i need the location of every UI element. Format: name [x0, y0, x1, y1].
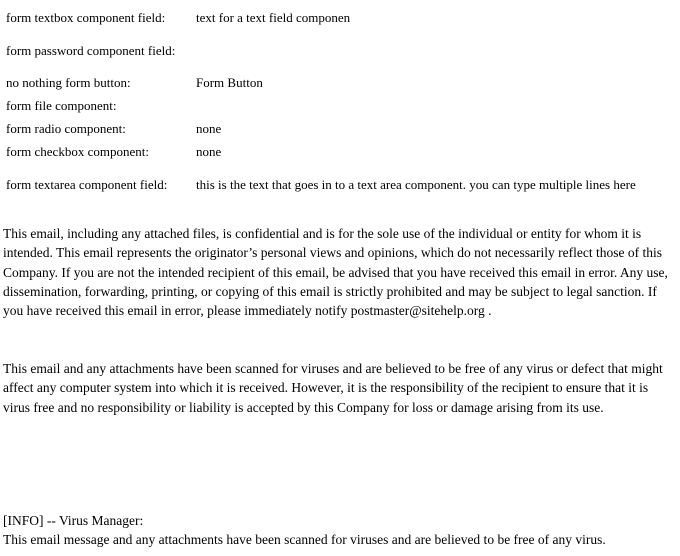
form-row-textbox [3, 6, 675, 29]
textarea-field-value: this is the text that goes in to a text area component. you can type multiple lines here [196, 176, 636, 192]
virus-manager-header: [INFO] -- Virus Manager: [3, 513, 144, 528]
textbox-field-value: text for a text field componen [196, 10, 351, 25]
form-row-checkbox [3, 140, 675, 163]
textarea-field-label: form textarea component field: [6, 176, 168, 192]
form-row-radio [3, 117, 675, 140]
virus-manager-message: This email message and any attachments have been scanned for viruses and are believed to be free of any virus. [3, 532, 606, 547]
checkbox-field-label: form checkbox component: [6, 144, 149, 159]
textbox-field-label: form textbox component field: [6, 10, 166, 25]
confidentiality-disclaimer: This email, including any attached files, is confidential and is for the sole use of the individual or entity for whom it is intended. This email represents the originator’s personal views and opinions, which do not necessarily reflect those of this Company. If you are not the intended recipient of this email, be advised that you have received this email in error. Any use, dissemination, forwarding, printing, or copying of this email is strictly prohibited and may be subject to legal sanction. If you have received this email in error, please immediately notify postmaster@sitehelp.org . [3, 226, 668, 319]
form-row-file [3, 94, 675, 117]
form-row-password [3, 29, 675, 71]
file-field-label: form file component: [6, 98, 117, 113]
form-fields-table [3, 6, 675, 205]
password-field-label: form password component field: [6, 42, 176, 58]
form-row-textarea [3, 163, 675, 205]
virus-manager-notice [3, 511, 677, 549]
file-field-value [193, 94, 675, 117]
button-field-label: no nothing form button: [6, 75, 131, 90]
checkbox-field-value: none [196, 144, 222, 159]
radio-field-value: none [196, 121, 222, 136]
button-field-value: Form Button [196, 75, 263, 90]
radio-field-label: form radio component: [6, 121, 126, 136]
form-row-button [3, 71, 675, 94]
virus-scan-disclaimer: This email and any attachments have been scanned for viruses and are believed to be free of any virus or defect that might affect any computer system into which it is received. However, it is the responsibility of the recipient to ensure that it is virus free and no responsibility or liability is accepted by this Company for loss or damage arising from its use. [3, 361, 663, 415]
password-field-value [193, 29, 675, 71]
